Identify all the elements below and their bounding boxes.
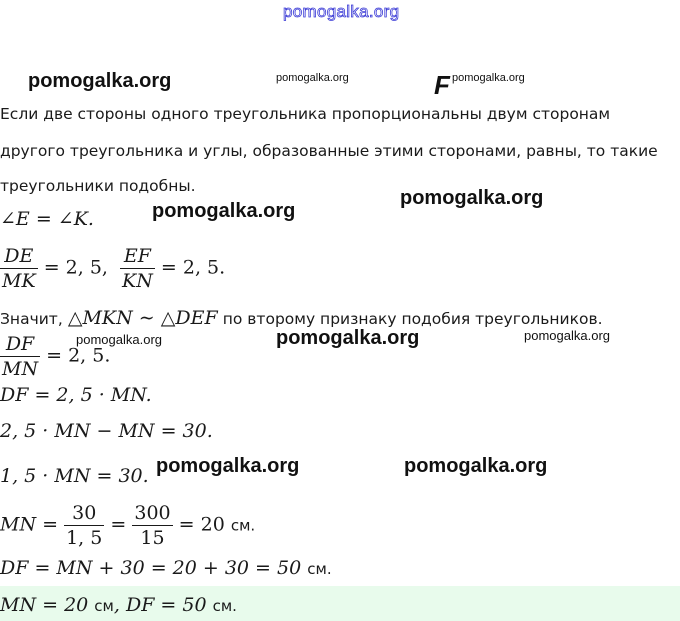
fraction-df-mn: $\frac{DF}{MN}$ (2, 333, 39, 380)
theorem-line: другого треугольника и углы, образованные этими сторонами, равны, то такие (0, 142, 658, 160)
watermark-small: pomogalka.org (276, 72, 349, 84)
watermark-small: pomogalka.org (76, 332, 162, 347)
equation-sub: 2, 5 · MN − MN = 30. (0, 420, 213, 442)
equation-df: DF = 2, 5 · MN. (0, 384, 152, 406)
theorem-line: треугольники подобны. (0, 177, 196, 195)
ratio-equation: $\frac{DE}{MK}$ = 2, 5, $\frac{EF}{KN}$ = 2, 5. (2, 245, 226, 292)
equation-mul: 1, 5 · MN = 30. (0, 465, 149, 487)
fraction-de-mk: $\frac{DE}{MK}$ (2, 245, 36, 292)
watermark: pomogalka.org (152, 200, 296, 222)
fraction-ef-kn: $\frac{EF}{KN}$ (122, 245, 153, 292)
watermark: pomogalka.org (276, 327, 420, 349)
watermark: pomogalka.org (400, 187, 544, 209)
ratio-df-mn: $\frac{DF}{MN}$ = 2, 5. (2, 333, 111, 380)
answer-line: MN = 20 см, DF = 50 см. (0, 594, 237, 616)
watermark: pomogalka.org (404, 455, 548, 477)
watermark: pomogalka.org (28, 70, 172, 92)
watermark-small: pomogalka.org (452, 72, 525, 84)
watermark: pomogalka.org (156, 455, 300, 477)
watermark-small: pomogalka.org (524, 328, 610, 343)
conclusion-line: Значит, △MKN ∼ △DEF по второму признаку подобия треугольников. (0, 307, 603, 329)
equation-final-df: DF = MN + 30 = 20 + 30 = 50 см. (0, 557, 332, 579)
theorem-line: Если две стороны одного треугольника пропорциональны двум сторонам (0, 105, 611, 123)
fraction-300-15: $\frac{300}{15}$ (134, 502, 171, 549)
fraction-30-15: $\frac{30}{1, 5}$ (66, 502, 103, 549)
watermark-top: pomogalka.org (283, 2, 400, 21)
equation-mn: MN = $\frac{30}{1, 5}$ = $\frac{300}{15}$ = 20 см. (0, 502, 256, 549)
figure-letter: F (434, 70, 450, 100)
angle-equality: ∠E = ∠K. (0, 208, 94, 230)
